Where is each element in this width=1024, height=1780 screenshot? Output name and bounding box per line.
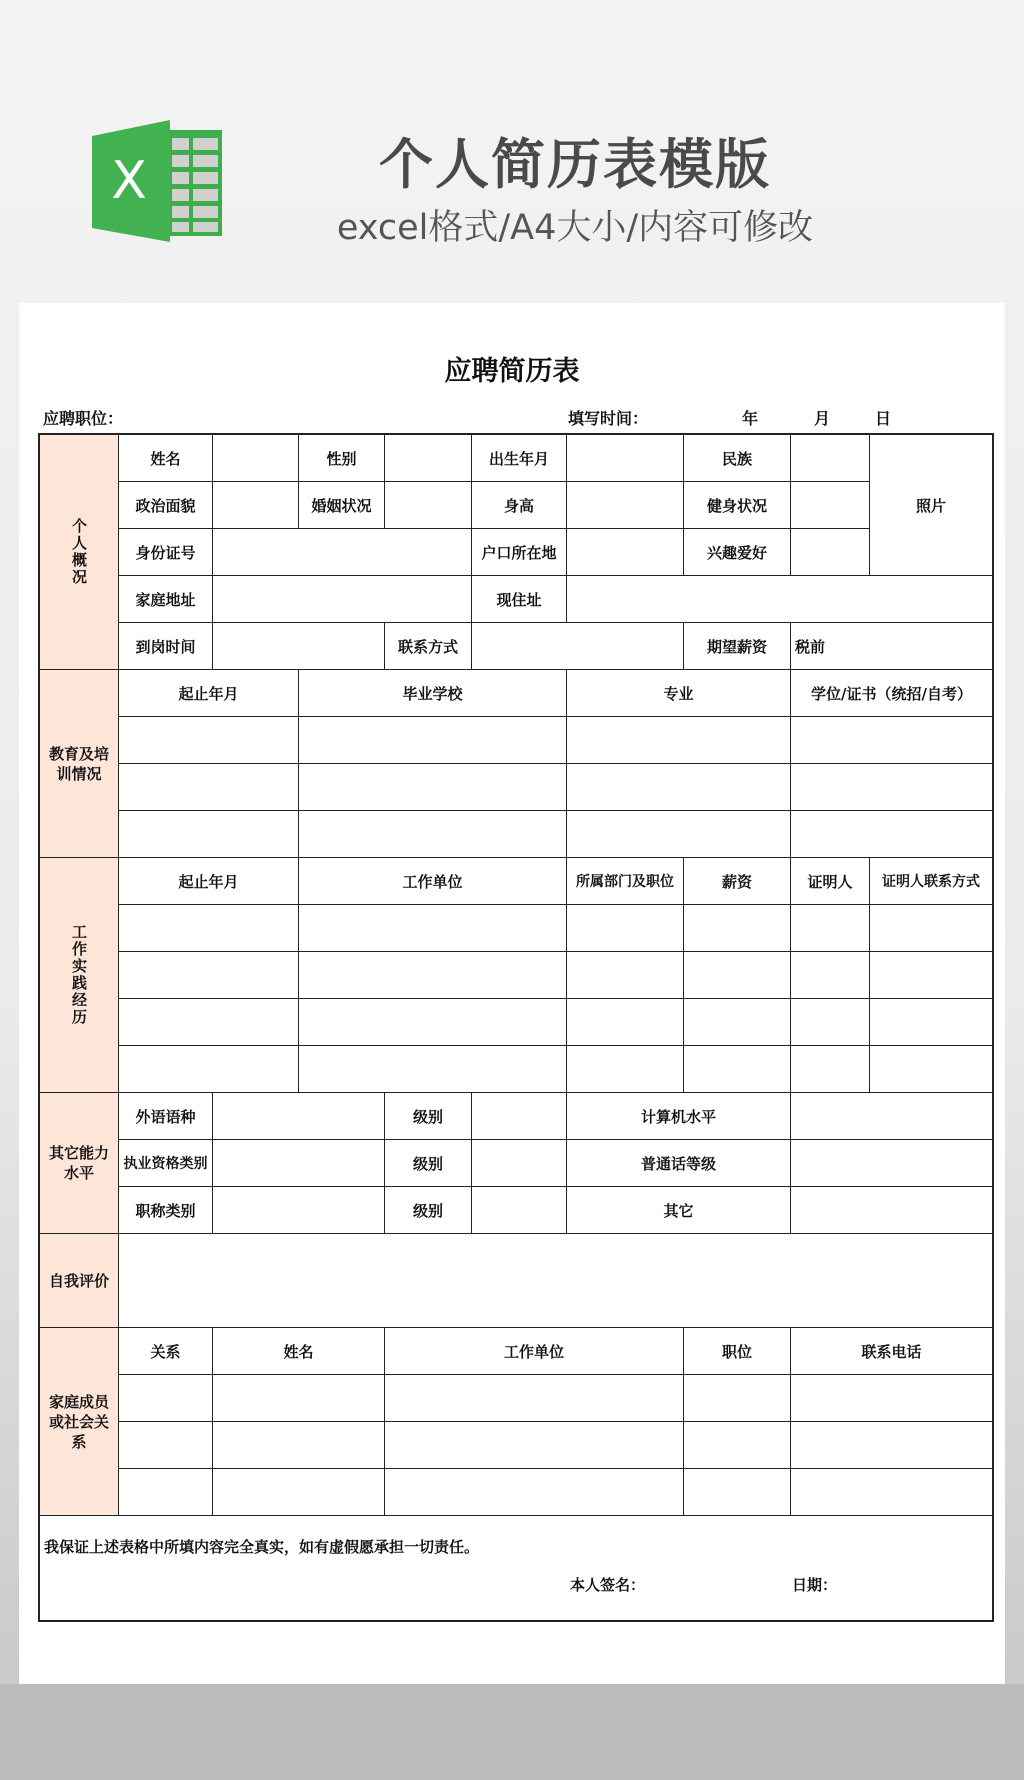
family-cell[interactable] [213, 1469, 385, 1516]
family-cell[interactable] [213, 1422, 385, 1469]
field-health[interactable] [791, 482, 870, 529]
work-cell[interactable] [870, 1046, 992, 1093]
work-cell[interactable] [299, 952, 567, 999]
edu-header-period: 起止年月 [119, 670, 299, 717]
label-qualification: 执业资格类别 [119, 1140, 213, 1187]
field-gender[interactable] [385, 435, 472, 482]
field-hobbies[interactable] [791, 529, 870, 576]
family-cell[interactable] [684, 1375, 791, 1422]
work-cell[interactable] [119, 905, 299, 952]
edu-cell[interactable] [791, 764, 992, 811]
label-expected-salary: 期望薪资 [684, 623, 791, 670]
edu-cell[interactable] [119, 811, 299, 858]
work-cell[interactable] [567, 905, 684, 952]
field-qualification[interactable] [213, 1140, 385, 1187]
page-subtitle: excel格式/A4大小/内容可修改 [336, 208, 814, 248]
field-start-date[interactable] [213, 623, 385, 670]
field-ethnicity[interactable] [791, 435, 870, 482]
work-cell[interactable] [299, 905, 567, 952]
field-mandarin[interactable] [791, 1140, 992, 1187]
resume-sheet [19, 303, 1005, 1684]
work-cell[interactable] [299, 999, 567, 1046]
field-birth[interactable] [567, 435, 684, 482]
label-ethnicity: 民族 [684, 435, 791, 482]
work-header-dept: 所属部门及职位 [567, 858, 684, 905]
section-personal: 个人概况 [40, 435, 119, 670]
background-band [0, 1684, 1024, 1780]
field-title-level[interactable] [472, 1187, 567, 1234]
family-cell[interactable] [385, 1422, 684, 1469]
section-work: 工作实践经历 [40, 858, 119, 1093]
field-height[interactable] [567, 482, 684, 529]
section-family: 家庭成员或社会关系 [40, 1328, 119, 1516]
excel-icon [92, 118, 224, 244]
work-cell[interactable] [567, 999, 684, 1046]
label-height: 身高 [472, 482, 567, 529]
field-self-eval[interactable] [119, 1234, 992, 1328]
family-header-employer: 工作单位 [385, 1328, 684, 1375]
edu-cell[interactable] [119, 764, 299, 811]
year-label: 年 [742, 409, 759, 428]
edu-cell[interactable] [119, 717, 299, 764]
family-cell[interactable] [684, 1469, 791, 1516]
label-mandarin: 普通话等级 [567, 1140, 791, 1187]
edu-cell[interactable] [567, 764, 791, 811]
field-other[interactable] [791, 1187, 992, 1234]
work-cell[interactable] [870, 905, 992, 952]
section-abilities: 其它能力水平 [40, 1093, 119, 1234]
label-current-address: 现住址 [472, 576, 567, 623]
label-start-date: 到岗时间 [119, 623, 213, 670]
photo-box[interactable]: 照片 [870, 435, 992, 576]
family-header-name: 姓名 [213, 1328, 385, 1375]
family-cell[interactable] [119, 1422, 213, 1469]
work-cell[interactable] [684, 999, 791, 1046]
family-cell[interactable] [791, 1422, 992, 1469]
label-id-number: 身份证号 [119, 529, 213, 576]
work-cell[interactable] [791, 1046, 870, 1093]
label-health: 健身状况 [684, 482, 791, 529]
work-cell[interactable] [791, 905, 870, 952]
declaration-text: 我保证上述表格中所填内容完全真实，如有虚假愿承担一切责任。 [44, 1538, 480, 1556]
label-contact: 联系方式 [385, 623, 472, 670]
family-header-relation: 关系 [119, 1328, 213, 1375]
field-language[interactable] [213, 1093, 385, 1140]
work-cell[interactable] [791, 952, 870, 999]
field-marital[interactable] [385, 482, 472, 529]
work-header-salary: 薪资 [684, 858, 791, 905]
edu-cell[interactable] [567, 811, 791, 858]
work-cell[interactable] [567, 1046, 684, 1093]
field-qualification-level[interactable] [472, 1140, 567, 1187]
work-cell[interactable] [299, 1046, 567, 1093]
field-computer[interactable] [791, 1093, 992, 1140]
label-gender: 性别 [299, 435, 385, 482]
work-header-reference: 证明人 [791, 858, 870, 905]
edu-header-school: 毕业学校 [299, 670, 567, 717]
work-cell[interactable] [119, 999, 299, 1046]
work-cell[interactable] [567, 952, 684, 999]
work-cell[interactable] [684, 952, 791, 999]
field-expected-salary[interactable]: 税前 [791, 623, 992, 670]
fill-date-label: 填写时间： [568, 409, 649, 428]
field-name[interactable] [213, 435, 299, 482]
edu-cell[interactable] [791, 811, 992, 858]
family-cell[interactable] [119, 1469, 213, 1516]
edu-cell[interactable] [299, 811, 567, 858]
field-contact[interactable] [472, 623, 684, 670]
month-label: 月 [814, 409, 831, 428]
date-label[interactable]: 日期： [792, 1576, 838, 1594]
work-header-employer: 工作单位 [299, 858, 567, 905]
work-cell[interactable] [119, 952, 299, 999]
family-cell[interactable] [119, 1375, 213, 1422]
label-level: 级别 [385, 1140, 472, 1187]
edu-cell[interactable] [567, 717, 791, 764]
family-cell[interactable] [684, 1422, 791, 1469]
label-birth: 出生年月 [472, 435, 567, 482]
work-cell[interactable] [684, 1046, 791, 1093]
declaration-block [40, 1516, 992, 1620]
svg-text:X: X [111, 151, 147, 211]
field-id-number[interactable] [213, 529, 472, 576]
family-cell[interactable] [791, 1469, 992, 1516]
field-language-level[interactable] [472, 1093, 567, 1140]
section-self-eval: 自我评价 [40, 1234, 119, 1328]
work-cell[interactable] [684, 905, 791, 952]
field-hukou[interactable] [567, 529, 684, 576]
day-label: 日 [875, 409, 892, 428]
family-header-position: 职位 [684, 1328, 791, 1375]
field-political[interactable] [213, 482, 299, 529]
family-header-phone: 联系电话 [791, 1328, 992, 1375]
signature-label[interactable]: 本人签名： [570, 1576, 646, 1594]
family-cell[interactable] [791, 1375, 992, 1422]
label-home-address: 家庭地址 [119, 576, 213, 623]
field-title-category[interactable] [213, 1187, 385, 1234]
edu-cell[interactable] [299, 717, 567, 764]
edu-cell[interactable] [299, 764, 567, 811]
work-cell[interactable] [119, 1046, 299, 1093]
work-cell[interactable] [791, 999, 870, 1046]
label-computer: 计算机水平 [567, 1093, 791, 1140]
work-header-reference-contact: 证明人联系方式 [870, 858, 992, 905]
label-language: 外语语种 [119, 1093, 213, 1140]
section-education: 教育及培训情况 [40, 670, 119, 858]
edu-cell[interactable] [791, 717, 992, 764]
label-level: 级别 [385, 1093, 472, 1140]
form-title: 应聘简历表 [444, 356, 580, 387]
field-current-address[interactable] [567, 576, 992, 623]
family-cell[interactable] [385, 1469, 684, 1516]
work-cell[interactable] [870, 999, 992, 1046]
label-name: 姓名 [119, 435, 213, 482]
edu-header-major: 专业 [567, 670, 791, 717]
label-hobbies: 兴趣爱好 [684, 529, 791, 576]
work-header-period: 起止年月 [119, 858, 299, 905]
resume-table [38, 433, 994, 1622]
label-political: 政治面貌 [119, 482, 213, 529]
label-marital: 婚姻状况 [299, 482, 385, 529]
edu-header-degree: 学位/证书（统招/自考） [791, 670, 992, 717]
label-other: 其它 [567, 1187, 791, 1234]
family-cell[interactable] [213, 1375, 385, 1422]
page-title: 个人简历表模版 [379, 133, 771, 196]
family-cell[interactable] [385, 1375, 684, 1422]
label-level: 级别 [385, 1187, 472, 1234]
position-label: 应聘职位： [43, 409, 124, 428]
work-cell[interactable] [870, 952, 992, 999]
label-title-category: 职称类别 [119, 1187, 213, 1234]
label-hukou: 户口所在地 [472, 529, 567, 576]
field-home-address[interactable] [213, 576, 472, 623]
